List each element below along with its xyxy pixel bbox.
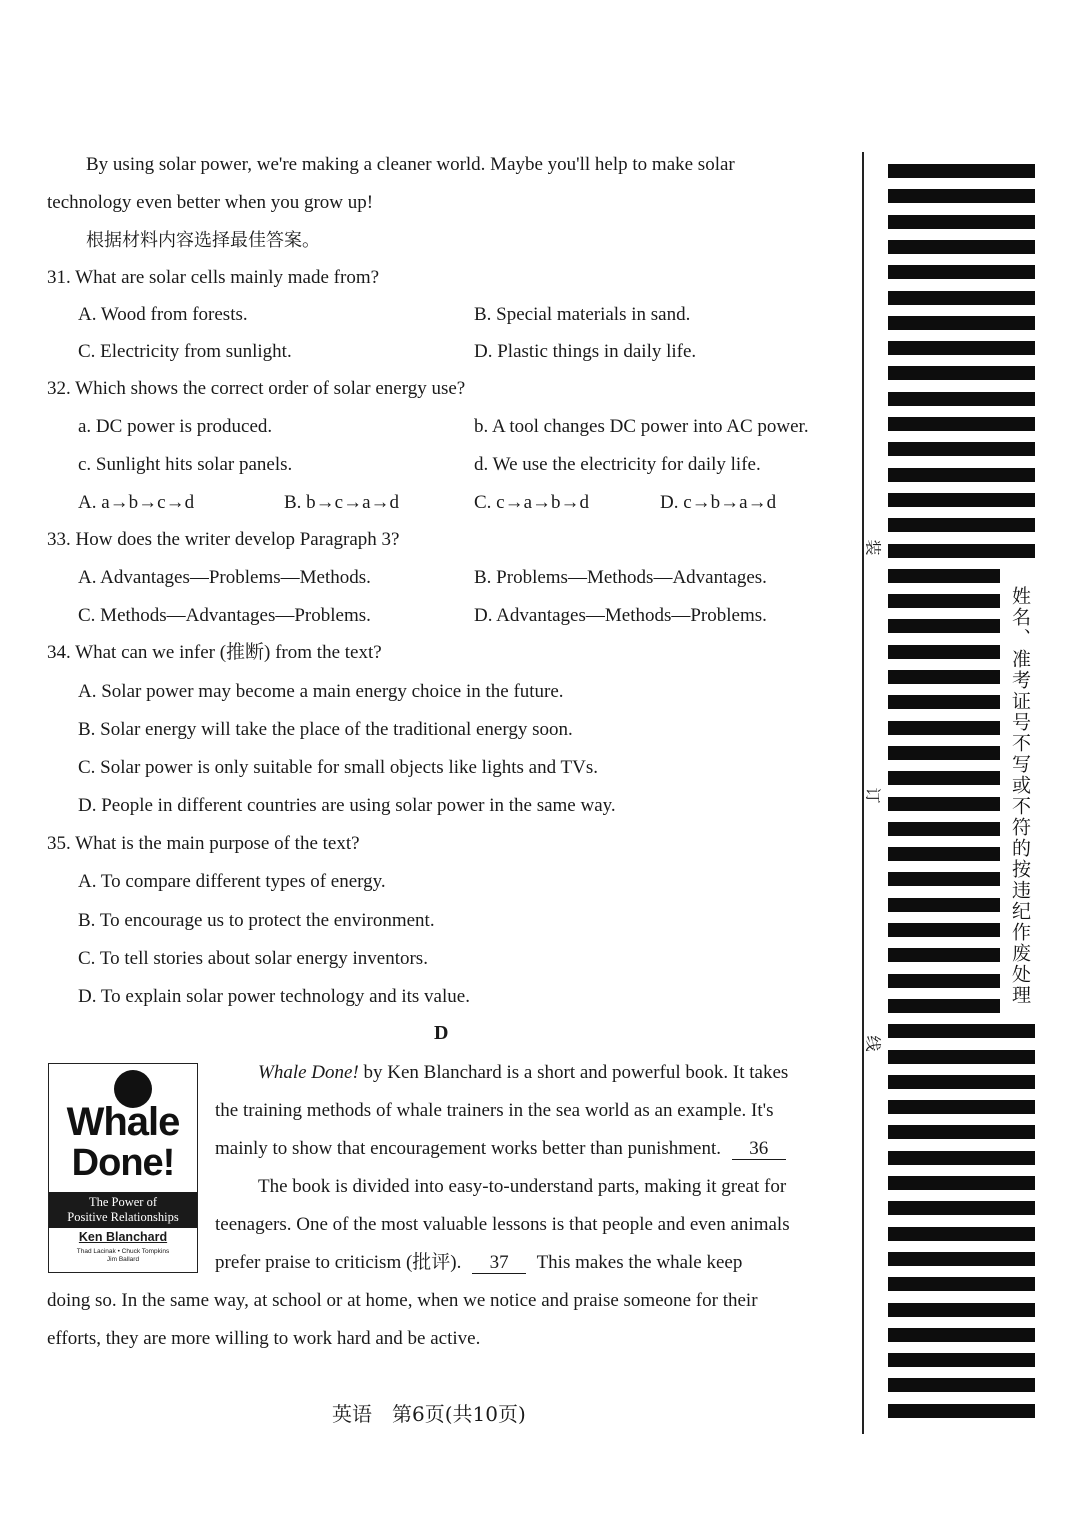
barcode-bar xyxy=(888,619,1000,633)
q31-option-c[interactable]: C. Electricity from sunlight. xyxy=(78,341,292,362)
q34-option-d[interactable]: D. People in different countries are using solar power in the same way. xyxy=(78,795,616,816)
barcode-bar xyxy=(888,1075,1035,1089)
question-32 xyxy=(47,377,465,401)
cover-coauthors xyxy=(49,1248,197,1264)
q32-option-a[interactable]: A. a→b→c→d xyxy=(78,492,195,513)
q31-option-d[interactable]: D. Plastic things in daily life. xyxy=(474,341,697,362)
cover-title-line-2: Done! xyxy=(71,1142,175,1184)
q32-option-d[interactable]: D. c→b→a→d xyxy=(660,492,777,513)
barcode-bar xyxy=(888,1328,1035,1342)
q32-option-b[interactable]: B. b→c→a→d xyxy=(284,492,400,513)
barcode-bar xyxy=(888,468,1035,482)
q35-option-c[interactable]: C. To tell stories about solar energy inventors. xyxy=(78,948,428,969)
barcode-bar xyxy=(888,442,1035,456)
passage-d-line-3 xyxy=(215,1137,792,1161)
question-stem: How does the writer develop Paragraph 3? xyxy=(75,529,400,550)
cover-author: Ken Blanchard xyxy=(78,1230,168,1244)
barcode-bar xyxy=(888,569,1000,583)
question-33 xyxy=(47,528,399,552)
q35-option-b[interactable]: B. To encourage us to protect the environment. xyxy=(78,910,435,931)
q34-option-a[interactable]: A. Solar power may become a main energy choice in the future. xyxy=(78,681,564,702)
q33-option-a[interactable]: A. Advantages—Problems—Methods. xyxy=(78,567,371,588)
passage-d-line-5: teenagers. One of the most valuable lessons is that people and even animals xyxy=(215,1214,790,1235)
question-number: 34. xyxy=(47,642,71,663)
cover-subtitle-line-1: The Power of xyxy=(88,1195,158,1209)
seal-char-xian: 线 xyxy=(863,1035,883,1052)
question-31 xyxy=(47,266,379,290)
barcode-bar xyxy=(888,189,1035,203)
passage-text: mainly to show that encouragement works better than punishment. xyxy=(215,1138,722,1159)
barcode-bar xyxy=(888,872,1000,886)
barcode-bar xyxy=(888,1125,1035,1139)
passage-d-line-6 xyxy=(215,1251,742,1275)
cover-coauthors-line-2: Jim Ballard xyxy=(106,1256,140,1263)
barcode-bar xyxy=(888,291,1035,305)
question-number: 32. xyxy=(47,378,71,399)
barcode-bar xyxy=(888,493,1035,507)
question-stem: Which shows the correct order of solar energy use? xyxy=(75,378,466,399)
passage-d-line-1 xyxy=(258,1061,788,1085)
question-stem: What is the main purpose of the text? xyxy=(75,833,360,854)
book-cover-image xyxy=(48,1063,198,1273)
q32-item-c: c. Sunlight hits solar panels. xyxy=(78,454,293,475)
binding-vertical-note: 姓名、准考证号不写或不符的按违纪作废处理 xyxy=(1009,586,1031,1006)
section-heading: D xyxy=(434,1022,449,1044)
question-stem: What are solar cells mainly made from? xyxy=(75,267,380,288)
barcode-bar xyxy=(888,417,1035,431)
passage-text: This makes the whale keep xyxy=(536,1252,743,1273)
passage-d-line-8: efforts, they are more willing to work hard and be active. xyxy=(47,1328,481,1349)
barcode-bar xyxy=(888,1353,1035,1367)
q32-option-c[interactable]: C. c→a→b→d xyxy=(474,492,590,513)
q33-option-c[interactable]: C. Methods—Advantages—Problems. xyxy=(78,605,371,626)
barcode-bar xyxy=(888,392,1035,406)
barcode-bar xyxy=(888,1277,1035,1291)
barcode-bar xyxy=(888,1252,1035,1266)
q35-option-a[interactable]: A. To compare different types of energy. xyxy=(78,871,386,892)
q34-option-b[interactable]: B. Solar energy will take the place of the traditional energy soon. xyxy=(78,719,573,740)
intro-line-2: technology even better when you grow up! xyxy=(47,192,374,213)
barcode-bar xyxy=(888,948,1000,962)
passage-d-line-4: The book is divided into easy-to-understand parts, making it great for xyxy=(258,1176,787,1197)
passage-text: prefer praise to criticism (批评). xyxy=(215,1252,462,1273)
blank-36[interactable]: 36 xyxy=(732,1139,786,1160)
barcode-bar xyxy=(888,822,1000,836)
barcode-bar xyxy=(888,265,1035,279)
barcode-bar xyxy=(888,670,1000,684)
q31-option-b[interactable]: B. Special materials in sand. xyxy=(474,304,691,325)
barcode-bar xyxy=(888,1050,1035,1064)
barcode-bar xyxy=(888,240,1035,254)
q32-item-b: b. A tool changes DC power into AC power. xyxy=(474,416,809,437)
barcode-bar xyxy=(888,645,1000,659)
question-number: 35. xyxy=(47,833,71,854)
q31-option-a[interactable]: A. Wood from forests. xyxy=(78,304,248,325)
question-number: 33. xyxy=(47,529,71,550)
intro-line-1: By using solar power, we're making a cleaner world. Maybe you'll help to make solar xyxy=(86,154,735,175)
cover-title-line-1: Whale xyxy=(66,1100,180,1144)
barcode-bar xyxy=(888,746,1000,760)
barcode-bar xyxy=(888,999,1000,1013)
q34-option-c[interactable]: C. Solar power is only suitable for small objects like lights and TVs. xyxy=(78,757,598,778)
barcode-bar xyxy=(888,1303,1035,1317)
passage-d-line-2: the training methods of whale trainers in the sea world as an example. It's xyxy=(215,1100,774,1121)
q33-option-d[interactable]: D. Advantages—Methods—Problems. xyxy=(474,605,767,626)
barcode-bar xyxy=(888,215,1035,229)
barcode-bar xyxy=(888,164,1035,178)
barcode-bar xyxy=(888,797,1000,811)
q32-item-a: a. DC power is produced. xyxy=(78,416,273,437)
barcode-bar xyxy=(888,695,1000,709)
barcode-bar xyxy=(888,923,1000,937)
barcode-bar xyxy=(888,1024,1035,1038)
question-34 xyxy=(47,641,382,665)
question-35 xyxy=(47,832,360,856)
passage-text: by Ken Blanchard is a short and powerful book. It takes xyxy=(363,1062,789,1083)
barcode-bar xyxy=(888,847,1000,861)
book-title: Whale Done! xyxy=(258,1062,359,1083)
barcode-bar xyxy=(888,1227,1035,1241)
barcode-bar xyxy=(888,341,1035,355)
q33-option-b[interactable]: B. Problems—Methods—Advantages. xyxy=(474,567,767,588)
question-stem: What can we infer (推断) from the text? xyxy=(75,642,382,663)
passage-d-line-7: doing so. In the same way, at school or at home, when we notice and praise someone for their xyxy=(47,1290,758,1311)
blank-37[interactable]: 37 xyxy=(472,1253,526,1274)
instruction: 根据材料内容选择最佳答案。 xyxy=(86,230,320,251)
page-footer: 英语 第6页(共10页) xyxy=(332,1402,526,1426)
barcode-bar xyxy=(888,518,1035,532)
seal-char-ding: 订 xyxy=(863,787,883,804)
cover-coauthors-line-1: Thad Lacinak • Chuck Tompkins xyxy=(76,1248,170,1255)
barcode-bar xyxy=(888,594,1000,608)
cover-subtitle-line-2: Positive Relationships xyxy=(67,1210,179,1224)
q35-option-d[interactable]: D. To explain solar power technology and its value. xyxy=(78,986,470,1007)
seal-char-zhuang: 装 xyxy=(863,539,883,556)
barcode-bar xyxy=(888,1100,1035,1114)
barcode-bar xyxy=(888,366,1035,380)
q32-item-d: d. We use the electricity for daily life. xyxy=(474,454,761,475)
barcode-bar xyxy=(888,1404,1035,1418)
barcode-bar xyxy=(888,898,1000,912)
barcode-bar xyxy=(888,974,1000,988)
barcode-bar xyxy=(888,721,1000,735)
cover-subtitle xyxy=(49,1192,197,1228)
barcode-bar xyxy=(888,1151,1035,1165)
barcode-bar xyxy=(888,1201,1035,1215)
barcode-bar xyxy=(888,771,1000,785)
question-number: 31. xyxy=(47,267,71,288)
barcode-bar xyxy=(888,544,1035,558)
barcode-bar xyxy=(888,316,1035,330)
barcode-bar xyxy=(888,1176,1035,1190)
barcode-bar xyxy=(888,1378,1035,1392)
